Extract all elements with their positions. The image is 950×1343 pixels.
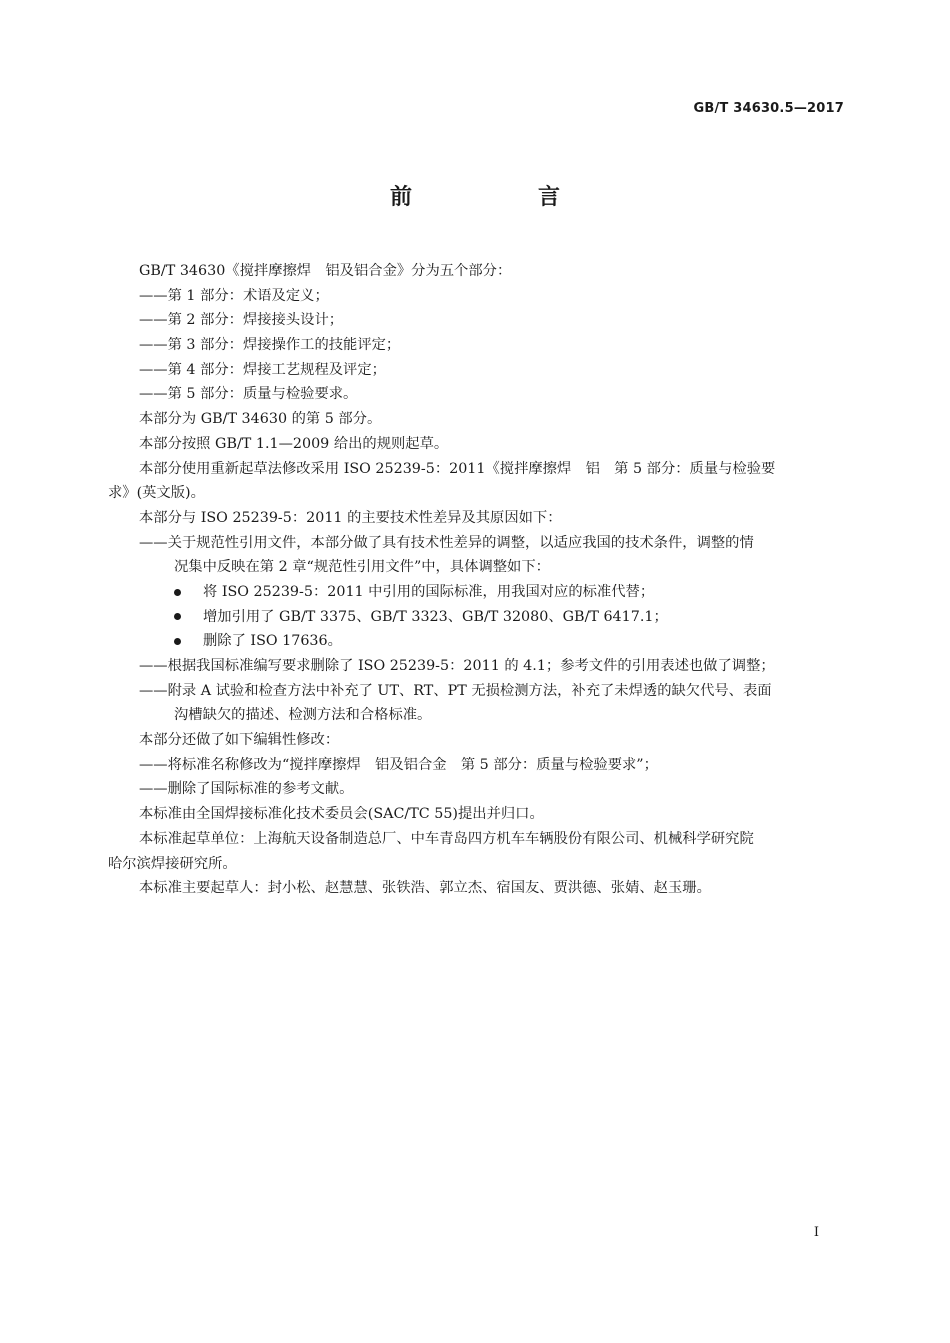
paragraph-parts-intro: GB/T 34630《搅拌摩擦焊 铝及铝合金》分为五个部分： <box>139 263 512 279</box>
bullet-item <box>108 580 844 605</box>
list-item-part-1: ——第 1 部分：术语及定义； <box>139 287 329 304</box>
list-item-part-4: ——第 4 部分：焊接工艺规程及评定； <box>139 361 386 378</box>
bullet-text: 将 ISO 25239-5：2011 中引用的国际标准，用我国对应的标准代替； <box>203 583 655 600</box>
bullet-text: 增加引用了 GB/T 3375、GB/T 3323、GB/T 32080、GB/T 6417.1； <box>203 608 668 625</box>
paragraph-drafting-units-cont: 哈尔滨焊接研究所。 <box>108 855 237 872</box>
page-number: I <box>813 1225 819 1240</box>
bullet-icon <box>174 613 181 620</box>
paragraph-drafters: 本标准主要起草人：封小松、赵慧慧、张铁浩、郭立杰、宿国友、贾洪德、张婧、赵玉珊。 <box>139 880 711 897</box>
bullet-item <box>108 629 844 654</box>
bullet-text: 删除了 ISO 17636。 <box>203 633 342 650</box>
foreword-body <box>108 259 844 901</box>
bullet-item <box>108 605 844 630</box>
paragraph-proposed-by: 本标准由全国焊接标准化技术委员会(SAC/TC 55)提出并归口。 <box>139 806 544 823</box>
list-item-normative-refs: ——关于规范性引用文件，本部分做了具有技术性差异的调整，以适应我国的技术条件，调整的情 <box>139 534 754 551</box>
list-item-normative-refs-cont: 况集中反映在第 2 章“规范性引用文件”中，具体调整如下： <box>174 559 550 576</box>
list-item-part-2: ——第 2 部分：焊接接头设计； <box>139 312 344 329</box>
paragraph-drafting-rules: 本部分按照 GB/T 1.1—2009 给出的规则起草。 <box>139 435 449 452</box>
list-item-title-change: ——将标准名称修改为“搅拌摩擦焊 铝及铝合金 第 5 部分：质量与检验要求”； <box>139 756 658 773</box>
list-item-annex-a: ——附录 A 试验和检查方法中补充了 UT、RT、PT 无损检测方法，补充了未焊透的缺欠代号、表面 <box>139 682 772 699</box>
list-item-part-3: ——第 3 部分：焊接操作工的技能评定； <box>139 337 401 354</box>
page-title: 前 言 <box>389 185 612 210</box>
list-item-part-5: ——第 5 部分：质量与检验要求。 <box>139 386 358 403</box>
standard-number: GB/T 34630.5—2017 <box>693 101 844 116</box>
list-item-clause-deletion: ——根据我国标准编写要求删除了 ISO 25239-5：2011 的 4.1；参考文件的引用表述也做了调整； <box>139 658 775 674</box>
paragraph-adoption: 本部分使用重新起草法修改采用 ISO 25239-5：2011《搅拌摩擦焊 铝 第 5 部分：质量与检验要 <box>139 460 776 477</box>
paragraph-differences-intro: 本部分与 ISO 25239-5：2011 的主要技术性差异及其原因如下： <box>139 509 562 526</box>
list-item-annex-a-cont: 沟槽缺欠的描述、检测方法和合格标准。 <box>174 707 432 724</box>
paragraph-this-part: 本部分为 GB/T 34630 的第 5 部分。 <box>139 411 382 428</box>
bullet-icon <box>174 638 181 645</box>
list-item-bibliography: ——删除了国际标准的参考文献。 <box>139 781 354 798</box>
paragraph-adoption-cont: 求》(英文版)。 <box>108 485 205 502</box>
paragraph-editorial-intro: 本部分还做了如下编辑性修改： <box>139 732 340 749</box>
bullet-icon <box>174 589 181 596</box>
paragraph-drafting-units: 本标准起草单位：上海航天设备制造总厂、中车青岛四方机车车辆股份有限公司、机械科学研究院 <box>139 830 754 847</box>
